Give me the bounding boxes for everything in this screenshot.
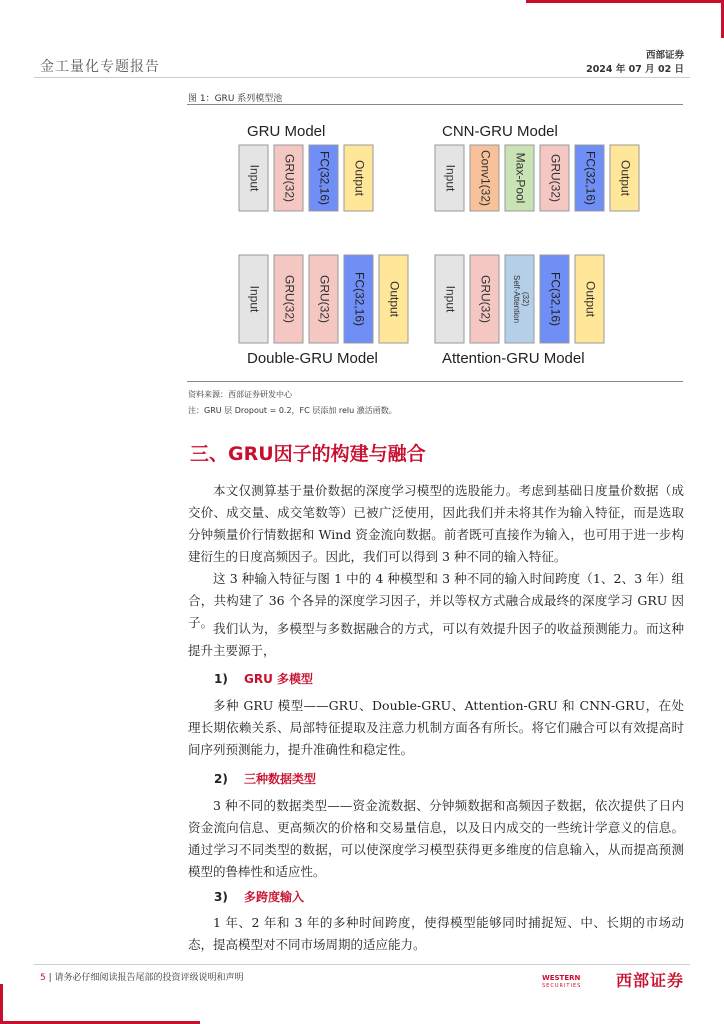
subheading-1 [214,670,313,687]
subheading-3 [214,888,304,905]
block-attention-label: Self-Attention [511,274,521,324]
logo-en2: SECURITIES [542,983,582,989]
block-gru-2-label: GRU(32) [317,274,332,324]
block-output-label: Output [352,159,367,197]
block-fc-label: FC(32,16) [352,271,367,327]
logo-cn: 西部证券 [615,971,684,990]
block-input-label: Input [443,164,458,192]
block-input-label: Input [247,285,262,313]
gru-model-title: GRU Model [247,123,326,140]
footer-disclaimer-text: 请务必仔细阅读报告尾部的投资评级说明和声明 [54,973,244,983]
company-logo [536,966,684,992]
corner-decoration-top-right [526,0,724,38]
footer-divider [34,964,690,965]
item-2-text: 3 种不同的数据类型——资金流数据、分钟频数据和高频因子数据，依次提供了日内资金流向信息、更高频次的价格和交易量信息，以及日内成交的一些统计学意义的信息。通过学习不同类型的数据，可以使深度学习模型获得更多维度的信息输入，从而提高预测模型的鲁棒性和适应性。 [188,798,684,879]
model-diagram [187,105,683,381]
logo-en: WESTERN [542,974,581,982]
report-category-title: 金工量化专题报告 [40,59,160,75]
block-attention-size-label: (32) [520,291,530,307]
header-divider [34,77,690,78]
block-fc-label: FC(32,16) [548,271,563,327]
header-date: 2024 年 07 月 02 日 [586,64,684,75]
block-fc-label: FC(32,16) [583,150,598,206]
block-output-label: Output [387,280,402,318]
item-1-text: 多种 GRU 模型——GRU、Double-GRU、Attention-GRU 和 CNN-GRU，在处理长期依赖关系、局部特征提取及注意力机制方面各有所长。将它们融合可以有效提高时间序列预测能力，提升准确性和稳定性。 [188,698,684,757]
block-maxpool-label: Max-Pool [513,152,528,204]
corner-decoration-bottom-left [0,984,200,1024]
section-heading: 三、GRU因子的构建与融合 [190,443,426,465]
block-fc-label: FC(32,16) [317,150,332,206]
page-number: 5 [40,973,46,983]
attention-gru-model-title: Attention-GRU Model [442,350,585,367]
double-gru-model-blocks [239,255,408,343]
block-gru-label: GRU(32) [282,153,297,203]
subheading-2-label: 三种数据类型 [244,772,317,786]
block-output-label: Output [618,159,633,197]
subheading-2-number: 2) [214,772,228,786]
footer-disclaimer: 5 | 请务必仔细阅读报告尾部的投资评级说明和声明 [40,973,244,983]
block-gru-label: GRU(32) [478,274,493,324]
attention-gru-model-blocks [435,255,604,343]
block-conv-label: Conv1(32) [478,149,493,207]
block-input-label: Input [247,164,262,192]
subheading-3-label: 多跨度输入 [244,890,305,904]
subheading-2 [214,770,316,787]
block-gru-1-label: GRU(32) [282,274,297,324]
subheading-1-number: 1) [214,672,228,686]
figure-note: 注：GRU 层 Dropout = 0.2，FC 层添加 relu 激活函数。 [188,406,397,415]
paragraph-1: 本文仅测算基于量价数据的深度学习模型的选股能力。考虑到基础日度量价数据（成交价、成交量、成交笔数等）已被广泛使用，因此我们并未将其作为输入特征，而是选取分钟频量价行情数据和 Wind 资金流向数据。前者既可直接作为输入，也可用于进一步构建衍生的日度高频因子。因此，我们可以得到 3 种不同的输入特征。 [188,483,684,564]
figure-source: 资料来源：西部证券研发中心 [188,390,292,399]
item-3-text: 1 年、2 年和 3 年的多种时间跨度，使得模型能够同时捕捉短、中、长期的市场动态，提高模型对不同市场周期的适应能力。 [188,915,684,952]
block-output-label: Output [583,280,598,318]
header-company: 西部证券 [645,50,684,61]
figure-caption: 图 1：GRU 系列模型池 [188,94,283,104]
paragraph-3: 我们认为，多模型与多数据融合的方式，可以有效提升因子的收益预测能力。而这种提升主要源于， [188,621,684,658]
cnn-gru-model-title: CNN-GRU Model [442,123,558,140]
figure-model-pool [187,104,683,382]
header-meta [586,49,684,77]
cnn-gru-model-blocks [435,145,639,211]
double-gru-model-title: Double-GRU Model [247,350,378,367]
block-input-label: Input [443,285,458,313]
subheading-3-number: 3) [214,890,228,904]
block-gru-label: GRU(32) [548,153,563,203]
gru-model-blocks [239,145,373,211]
subheading-1-label: GRU 多模型 [244,672,314,686]
paragraph-2: 这 3 种输入特征与图 1 中的 4 种模型和 3 种不同的输入时间跨度（1、2、3 年）组合，共构建了 36 个各异的深度学习因子，并以等权方式融合成最终的深度学习 GRU 因子。 [188,571,684,630]
